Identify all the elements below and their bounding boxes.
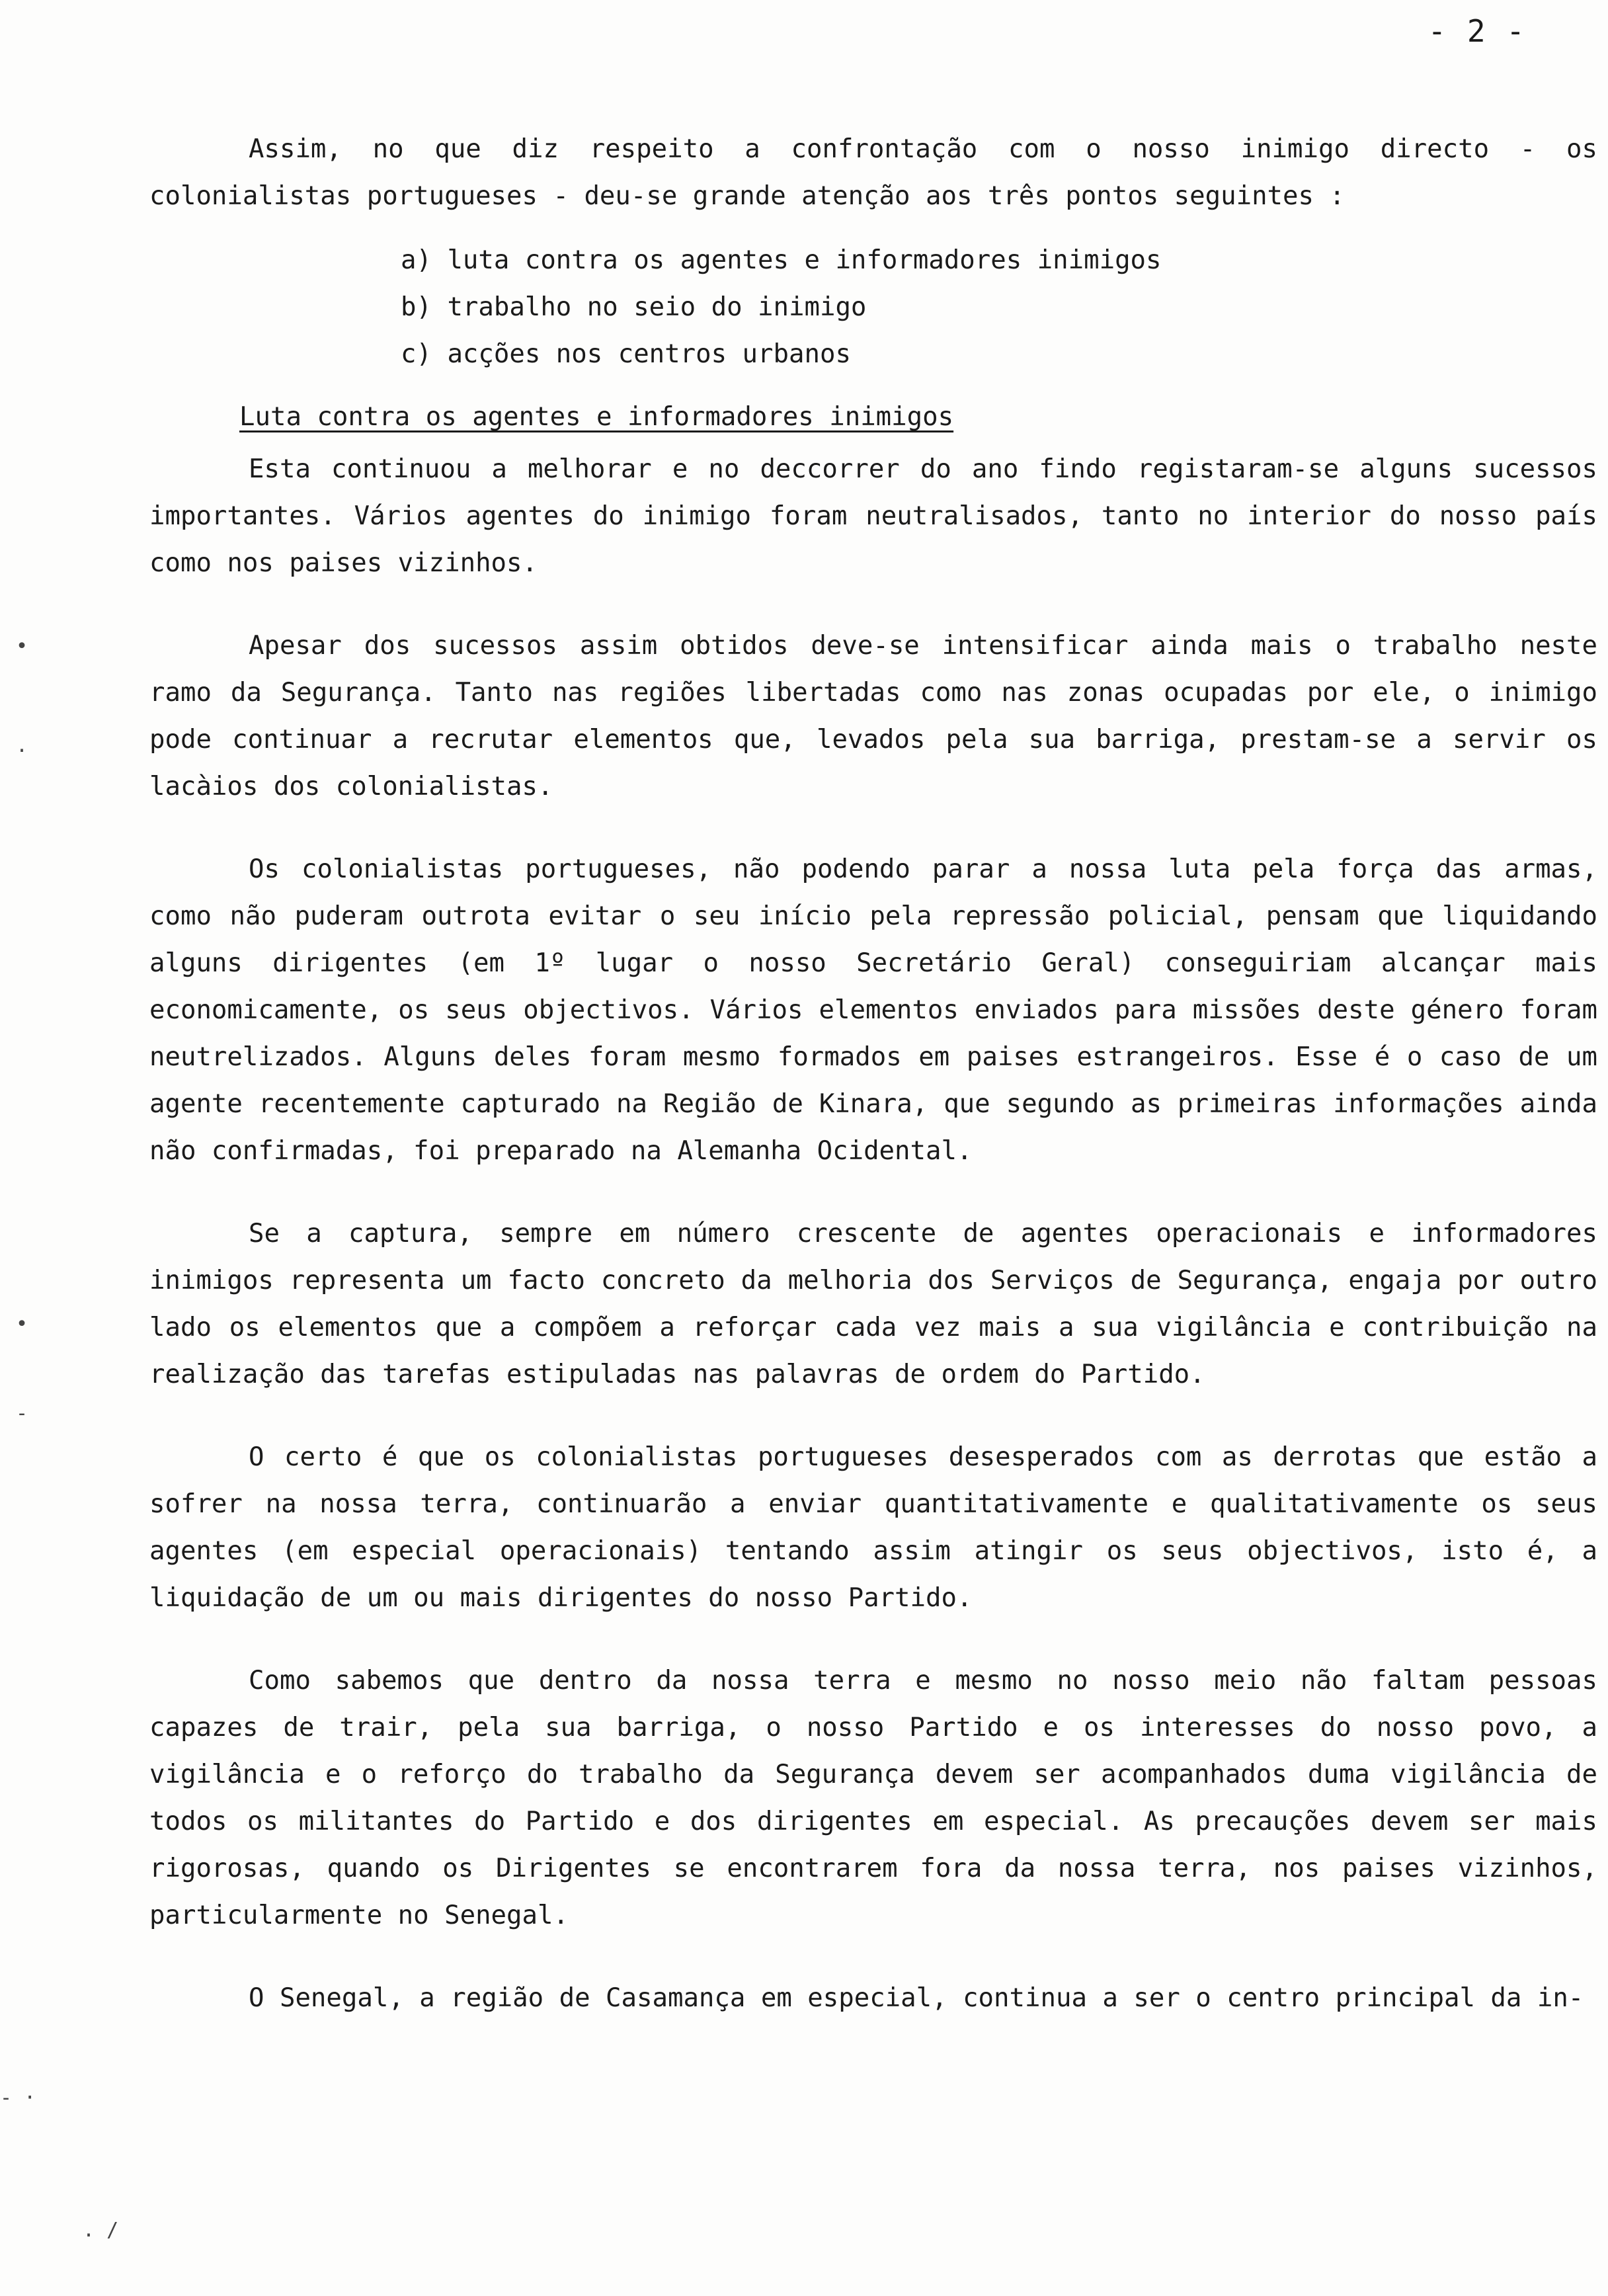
margin-mark: . — [16, 734, 28, 757]
margin-mark: • — [16, 1313, 28, 1336]
list-item: b) trabalho no seio do inimigo — [401, 292, 867, 322]
margin-mark: • — [16, 635, 28, 658]
points-list — [401, 237, 1597, 378]
body-paragraph: O certo é que os colonialistas portugueses desesperados com as derrotas que estão a sofrer na nossa terra, continuarão a enviar quantitativamente e qualitativamente os seus agentes (em especial operacionais) tentando assim atingir os seus objectivos, isto é, a liquidação de um ou mais dirigentes do nosso Partido. — [149, 1442, 1597, 1613]
body-paragraph: O Senegal, a região de Casamança em especial, continua a ser o centro principal da in- — [249, 1983, 1584, 2013]
margin-mark: - — [16, 1402, 28, 1425]
list-item: a) luta contra os agentes e informadores inimigos — [401, 245, 1162, 275]
margin-mark: . / — [83, 2219, 119, 2242]
body-paragraph: Como sabemos que dentro da nossa terra e mesmo no nosso meio não faltam pessoas capazes de trair, pela sua barriga, o nosso Partido e os interesses do nosso povo, a vigilância e o reforço do trabalho da Segurança devem ser acompanhados duma vigilância de todos os militantes do Partido e dos dirigentes em especial. As precauções devem ser mais rigorosas, quando os Dirigentes se encontrarem fora da nossa terra, nos paises vizinhos, particularmente no Senegal. — [149, 1666, 1597, 1930]
body-paragraph: Os colonialistas portugueses, não podendo parar a nossa luta pela força das armas, como não puderam outrota evitar o seu início pela repressão policial, pensam que liquidando alguns dirigentes (em 1º lugar o nosso Secretário Geral) conseguiriam alcançar mais economicamente, os seus objectivos. Vários elementos enviados para missões deste género foram neutrelizados. Alguns deles foram mesmo formados em paises estrangeiros. Esse é o caso de um agente recentemente capturado na Região de Kinara, que segundo as primeiras informações ainda não confirmadas, foi preparado na Alemanha Ocidental. — [149, 854, 1597, 1166]
document-body — [149, 126, 1597, 2057]
body-paragraph: Apesar dos sucessos assim obtidos deve-se intensificar ainda mais o trabalho neste ramo da Segurança. Tanto nas regiões libertadas como nas zonas ocupadas por ele, o inimigo pode continuar a recrutar elementos que, levados pela sua barriga, prestam-se a servir os lacàios dos colonialistas. — [149, 631, 1597, 801]
body-paragraph: Se a captura, sempre em número crescente de agentes operacionais e informadores inimigos representa um facto concreto da melhoria dos Serviços de Segurança, engaja por outro lado os elementos que a compõem a reforçar cada vez mais a sua vigilância e contribuição na realização das tarefas estipuladas nas palavras de ordem do Partido. — [149, 1219, 1597, 1389]
body-paragraph: Esta continuou a melhorar e no deccorrer do ano findo registaram-se alguns sucessos importantes. Vários agentes do inimigo foram neutralisados, tanto no interior do nosso país como nos paises vizinhos. — [149, 454, 1597, 578]
section-heading: Luta contra os agentes e informadores inimigos — [239, 402, 954, 432]
page-number: - 2 - — [1427, 13, 1526, 49]
list-item: c) acções nos centros urbanos — [401, 339, 851, 369]
margin-mark: - · — [0, 2086, 36, 2110]
intro-paragraph: Assim, no que diz respeito a confrontação com o nosso inimigo directo - os colonialistas portugueses - deu-se grande atenção aos três pontos seguintes : — [149, 134, 1597, 211]
